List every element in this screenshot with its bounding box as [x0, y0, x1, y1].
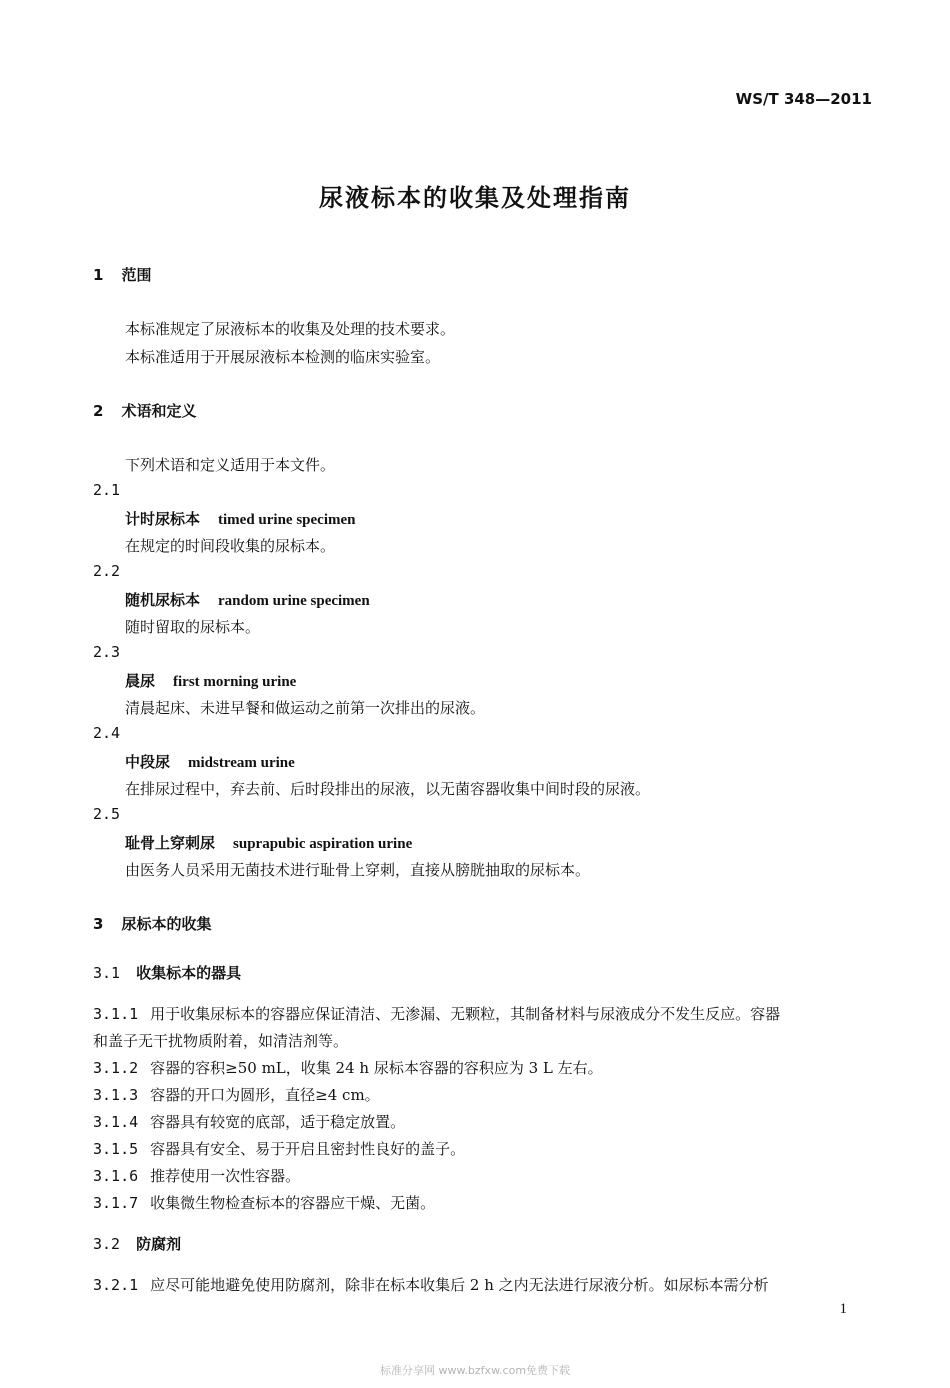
clause: [93, 1111, 405, 1132]
watermark: 标准分享网 www.bzfxw.com免费下载: [379, 1364, 571, 1377]
term-number: 2.5: [93, 805, 121, 823]
paragraph: 本标准适用于开展尿液标本检测的临床实验室。: [125, 348, 441, 366]
clause: [93, 1003, 780, 1024]
subsection-title: 防腐剂: [136, 1235, 182, 1253]
clause-number: 3.2.1: [93, 1276, 139, 1294]
subsection-number: 3.2: [93, 1235, 121, 1253]
section-title: 范围: [121, 266, 152, 284]
clause-text: 应尽可能地避免使用防腐剂，除非在标本收集后 2 h 之内无法进行尿液分析。如尿标本需分析: [150, 1276, 769, 1294]
section-1-heading: [93, 264, 151, 285]
paragraph: 本标准规定了尿液标本的收集及处理的技术要求。: [125, 320, 456, 338]
subsection-3-1-heading: [93, 962, 241, 983]
term-title: [125, 832, 412, 853]
term-en: midstream urine: [188, 755, 295, 771]
term-zh: 计时尿标本: [125, 510, 201, 528]
section-intro: 下列术语和定义适用于本文件。: [125, 456, 336, 474]
term-definition: 清晨起床、未进早餐和做运动之前第一次排出的尿液。: [125, 699, 486, 717]
term-en: first morning urine: [173, 674, 297, 690]
standard-number: WS/T 348—2011: [735, 90, 872, 108]
section-title: 尿标本的收集: [121, 915, 212, 933]
term-number: 2.1: [93, 481, 121, 499]
section-number: 3: [93, 915, 104, 933]
clause: [93, 1084, 380, 1105]
term-en: suprapubic aspiration urine: [233, 836, 413, 852]
clause-number: 3.1.5: [93, 1140, 139, 1158]
section-number: 1: [93, 266, 104, 284]
clause: [93, 1138, 465, 1159]
term-en: random urine specimen: [218, 593, 370, 609]
clause: [93, 1274, 769, 1295]
clause-number: 3.1.6: [93, 1167, 139, 1185]
clause-number: 3.1.7: [93, 1194, 139, 1212]
clause-number: 3.1.3: [93, 1086, 139, 1104]
term-number: 2.2: [93, 562, 121, 580]
page-number: 1: [839, 1301, 847, 1317]
section-number: 2: [93, 402, 104, 420]
section-3-heading: [93, 913, 211, 934]
term-zh: 中段尿: [125, 753, 171, 771]
subsection-title: 收集标本的器具: [136, 964, 242, 982]
clause-text: 用于收集尿标本的容器应保证清洁、无渗漏、无颗粒，其制备材料与尿液成分不发生反应。容器: [150, 1005, 781, 1023]
page-title: 尿液标本的收集及处理指南: [319, 184, 631, 212]
term-number: 2.3: [93, 643, 121, 661]
term-definition: 由医务人员采用无菌技术进行耻骨上穿刺，直接从膀胱抽取的尿标本。: [125, 861, 591, 879]
section-2-heading: [93, 400, 196, 421]
term-title: [125, 670, 296, 691]
subsection-3-2-heading: [93, 1233, 181, 1254]
term-zh: 随机尿标本: [125, 591, 201, 609]
clause-number: 3.1.2: [93, 1059, 139, 1077]
clause-number: 3.1.1: [93, 1005, 139, 1023]
clause-continuation: 和盖子无干扰物质附着，如清洁剂等。: [93, 1032, 349, 1050]
section-title: 术语和定义: [121, 402, 197, 420]
term-definition: 在规定的时间段收集的尿标本。: [125, 537, 336, 555]
clause-text: 容器的开口为圆形，直径≥4 cm。: [150, 1086, 380, 1104]
clause: [93, 1057, 603, 1078]
term-definition: 在排尿过程中，弃去前、后时段排出的尿液，以无菌容器收集中间时段的尿液。: [125, 780, 651, 798]
term-definition: 随时留取的尿标本。: [125, 618, 261, 636]
clause-number: 3.1.4: [93, 1113, 139, 1131]
clause-text: 容器具有安全、易于开启且密封性良好的盖子。: [150, 1140, 466, 1158]
term-title: [125, 589, 370, 610]
term-title: [125, 751, 295, 772]
clause: [93, 1165, 300, 1186]
clause-text: 收集微生物检查标本的容器应干燥、无菌。: [150, 1194, 436, 1212]
term-number: 2.4: [93, 724, 121, 742]
term-zh: 耻骨上穿刺尿: [125, 834, 216, 852]
clause-text: 推荐使用一次性容器。: [150, 1167, 301, 1185]
clause: [93, 1192, 435, 1213]
term-title: [125, 508, 356, 529]
clause-text: 容器的容积≥50 mL，收集 24 h 尿标本容器的容积应为 3 L 左右。: [150, 1059, 603, 1077]
clause-text: 容器具有较宽的底部，适于稳定放置。: [150, 1113, 406, 1131]
term-en: timed urine specimen: [218, 512, 356, 528]
term-zh: 晨尿: [125, 672, 156, 690]
subsection-number: 3.1: [93, 964, 121, 982]
